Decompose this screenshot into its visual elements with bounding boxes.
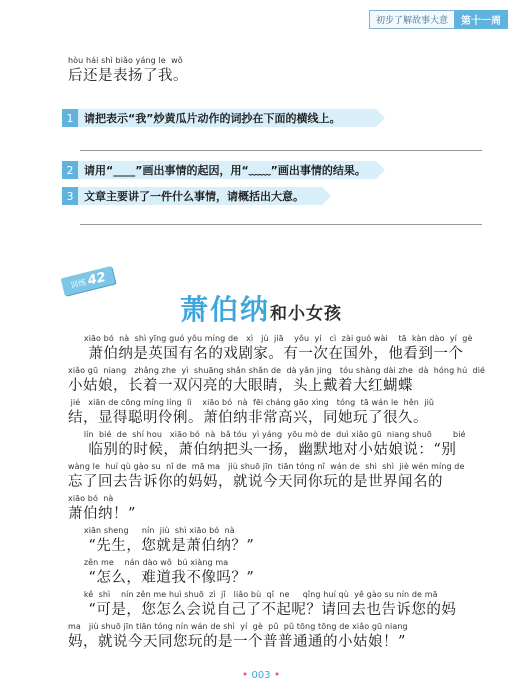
question-number: 1 (62, 109, 78, 127)
story-line-10 (68, 622, 482, 652)
text-line: 萧伯纳！” (68, 506, 136, 522)
page-number: 003 (251, 670, 271, 681)
text-line: “先生，您就是萧伯纳？” (68, 538, 255, 554)
pinyin-line: xiāo bó nà shì yīng guó yǒu míng de xì jù jiā yǒu yí cì zài guó wài tā kàn dào yí gè (68, 334, 473, 343)
story-title (0, 288, 522, 328)
story-line-5 (68, 462, 482, 492)
title-main: 萧伯纳 (179, 293, 270, 326)
text-line: 结，显得聪明伶俐。萧伯纳非常高兴，同她玩了很久。 (68, 410, 428, 426)
story-line-2 (68, 366, 486, 396)
story-line-6 (68, 494, 482, 524)
header-week-badge: 第十一周 (454, 10, 508, 29)
header-subtitle: 初步了解故事大意 (369, 10, 454, 29)
text-line: 萧伯纳是英国有名的戏剧家。有一次在国外，他看到一个 (68, 346, 464, 362)
story-line-1 (68, 334, 482, 364)
title-sub: 和小女孩 (270, 304, 342, 324)
answer-line[interactable] (80, 224, 482, 225)
question-number: 3 (62, 187, 78, 205)
text-line: “怎么，难道我不像吗？” (68, 570, 255, 586)
exercise-number: 42 (86, 269, 108, 289)
pinyin-line: xiāo bó nà (68, 494, 114, 503)
pinyin-line: lín bié de shí hou xiāo bó nà bǎ tóu yì yáng yōu mò de duì xiǎo gū niang shuō bié (68, 430, 466, 439)
question-text: 请用“____”画出事情的起因，用“﹏﹏”画出事情的结果。 (78, 161, 376, 179)
question-text: 文章主要讲了一件什么事情，请概括出大意。 (78, 187, 322, 205)
question-1 (62, 108, 376, 128)
pinyin-line: jié xiān de cōng míng líng lì xiāo bó nà fēi cháng gāo xìng tóng tā wán le hěn jiǔ (68, 398, 435, 407)
text-line: 临别的时候，萧伯纳把头一扬，幽默地对小姑娘说：“别 (68, 442, 457, 458)
text-line: 妈，就说今天同您玩的是一个普普通通的小姑娘！” (68, 634, 406, 650)
text-line: 后还是表扬了我。 (68, 68, 188, 84)
question-text: 请把表示“我”炒黄瓜片动作的词抄在下面的横线上。 (78, 109, 376, 127)
page-footer (0, 668, 522, 681)
text-line: 小姑娘，长着一双闪亮的大眼睛，头上戴着大红蝴蝶 (68, 378, 413, 394)
text-line: 忘了回去告诉你的妈妈，就说今天同你玩的是世界闻名的 (68, 474, 443, 490)
story-line-7 (68, 526, 482, 556)
page-header (369, 10, 508, 29)
story-line-8 (68, 558, 482, 588)
answer-line[interactable] (80, 150, 482, 151)
pinyin-line: hòu hái shì biǎo yáng le wǒ (68, 56, 183, 65)
pinyin-line: xiǎo gū niang zhǎng zhe yì shuāng shǎn shǎn de dà yǎn jing tóu shàng dài zhe dà hóng hú dié (68, 366, 486, 375)
pinyin-line: wàng le huí qù gào su nǐ de mā ma jiù shuō jīn tiān tóng nǐ wán de shì shì jiè wén míng de (68, 462, 465, 471)
question-3 (62, 186, 322, 206)
question-2 (62, 160, 376, 180)
question-number: 2 (62, 161, 78, 179)
carryover-paragraph (68, 56, 482, 86)
text-line: “可是，您怎么会说自己了不起呢？请回去也告诉您的妈 (68, 602, 457, 618)
story-line-4 (68, 430, 482, 460)
footer-dot: • (273, 668, 281, 681)
story-line-3 (68, 398, 482, 428)
pinyin-line: ma jiù shuō jīn tiān tóng nín wán de shì yí gè pǔ pǔ tōng tōng de xiǎo gū niang (68, 622, 408, 631)
pinyin-line: zěn me nán dào wǒ bú xiàng ma (68, 558, 229, 567)
story-line-9 (68, 590, 482, 620)
exercise-label: 训练 (69, 277, 88, 290)
footer-dot: • (241, 668, 249, 681)
pinyin-line: xiān sheng nín jiù shì xiāo bó nà (68, 526, 235, 535)
pinyin-line: kě shì nín zěn me huì shuō zì jǐ liǎo bù qǐ ne qǐng huí qù yě gào su nín de mā (68, 590, 438, 599)
